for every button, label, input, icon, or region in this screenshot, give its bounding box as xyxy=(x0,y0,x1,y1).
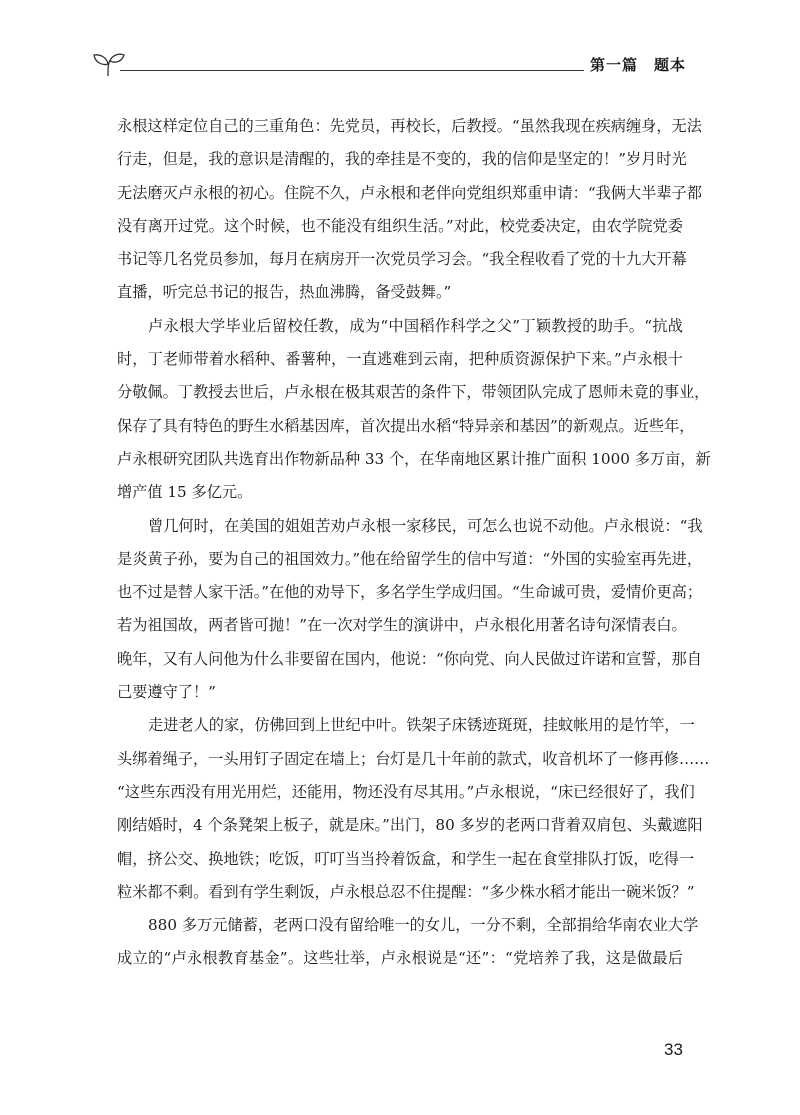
text-line: 保存了具有特色的野生水稻基因库，首次提出水稻“特异亲和基因”的新观点。近些年， xyxy=(117,416,695,435)
text-line: 己要遵守了！” xyxy=(117,683,216,702)
paragraph xyxy=(117,709,710,909)
page-header xyxy=(92,50,692,80)
text-line: 没有离开过党。这个时候，也不能没有组织生活。”对此，校党委决定，由农学院党委 xyxy=(117,216,683,235)
text-line: 晚年，又有人问他为什么非要留在国内，他说：“你向党、向人民做过许诺和宣誓，那自 xyxy=(117,649,702,668)
text-line: 时，丁老师带着水稻种、番薯种，一直逃难到云南，把种质资源保护下来。”卢永根十 xyxy=(117,350,683,369)
text-line: 直播，听完总书记的报告，热血沸腾，备受鼓舞。” xyxy=(117,283,452,302)
text-line: 是炎黄子孙，要为自己的祖国效力。”他在给留学生的信中写道：“外国的实验室再先进， xyxy=(117,549,703,568)
section-title: 第一篇 题本 xyxy=(584,54,686,75)
text-line: 行走，但是，我的意识是清醒的，我的牵挂是不变的，我的信仰是坚定的！”岁月时光 xyxy=(117,150,687,169)
article-body xyxy=(117,110,711,976)
page-number: 33 xyxy=(664,1040,683,1059)
text-line: 曾几何时，在美国的姐姐苦劝卢永根一家移民，可怎么也说不动他。卢永根说：“我 xyxy=(148,516,703,535)
text-line: 走进老人的家，仿佛回到上世纪中叶。铁架子床锈迹斑斑，挂蚊帐用的是竹竿，一 xyxy=(148,716,695,735)
text-line: 成立的“卢永根教育基金”。这些壮举，卢永根说是“还”：“党培养了我，这是做最后 xyxy=(117,949,683,968)
text-line: 帽，挤公交、换地铁；吃饭，叮叮当当拎着饭盒，和学生一起在食堂排队打饭，吃得一 xyxy=(117,849,695,868)
paragraph xyxy=(117,310,711,510)
text-line: 粒米都不剩。看到有学生剩饭，卢永根总忍不住提醒：“多少株水稻才能出一碗米饭？” xyxy=(117,882,695,901)
text-line: 卢永根大学毕业后留校任教，成为“中国稻作科学之父”丁颖教授的助手。“抗战 xyxy=(148,316,683,335)
text-line: 永根这样定位自己的三重角色：先党员，再校长，后教授。“虽然我现在疾病缠身，无法 xyxy=(117,117,702,135)
text-line: “这些东西没有用光用烂，还能用，物还没有尽其用。”卢永根说，“床已经很好了，我们 xyxy=(117,782,695,801)
paragraph xyxy=(117,909,699,976)
text-line: 书记等几名党员参加，每月在病房开一次党员学习会。“我全程收看了党的十九大开幕 xyxy=(117,250,687,269)
text-line: 刚结婚时，4 个条凳架上板子，就是床。”出门，80 多岁的老两口背着双肩包、头戴遮阳 xyxy=(117,816,703,835)
text-line: 也不过是替人家干活。”在他的劝导下，多名学生学成归国。“生命诚可贵，爱情价更高； xyxy=(117,583,703,602)
text-line: 头绑着绳子，一头用钉子固定在墙上；台灯是几十年前的款式，收音机坏了一修再修…… xyxy=(117,749,710,768)
paragraph xyxy=(117,110,702,310)
text-line: 增产值 15 多亿元。 xyxy=(117,483,253,502)
text-line: 若为祖国故，两者皆可抛！”在一次对学生的演讲中，卢永根化用著名诗句深情表白。 xyxy=(117,616,687,635)
text-line: 无法磨灭卢永根的初心。住院不久，卢永根和老伴向党组织郑重申请：“我俩大半辈子都 xyxy=(117,183,702,202)
paragraph xyxy=(117,510,703,710)
text-line: 880 多万元储蓄，老两口没有留给唯一的女儿，一分不剩，全部捐给华南农业大学 xyxy=(148,916,699,935)
sprout-leaf-icon xyxy=(92,52,126,78)
text-line: 卢永根研究团队共选育出作物新品种 33 个，在华南地区累计推广面积 1000 多万亩，新 xyxy=(117,449,711,468)
text-line: 分敬佩。丁教授去世后，卢永根在极其艰苦的条件下，带领团队完成了恩师未竟的事业， xyxy=(117,383,710,402)
